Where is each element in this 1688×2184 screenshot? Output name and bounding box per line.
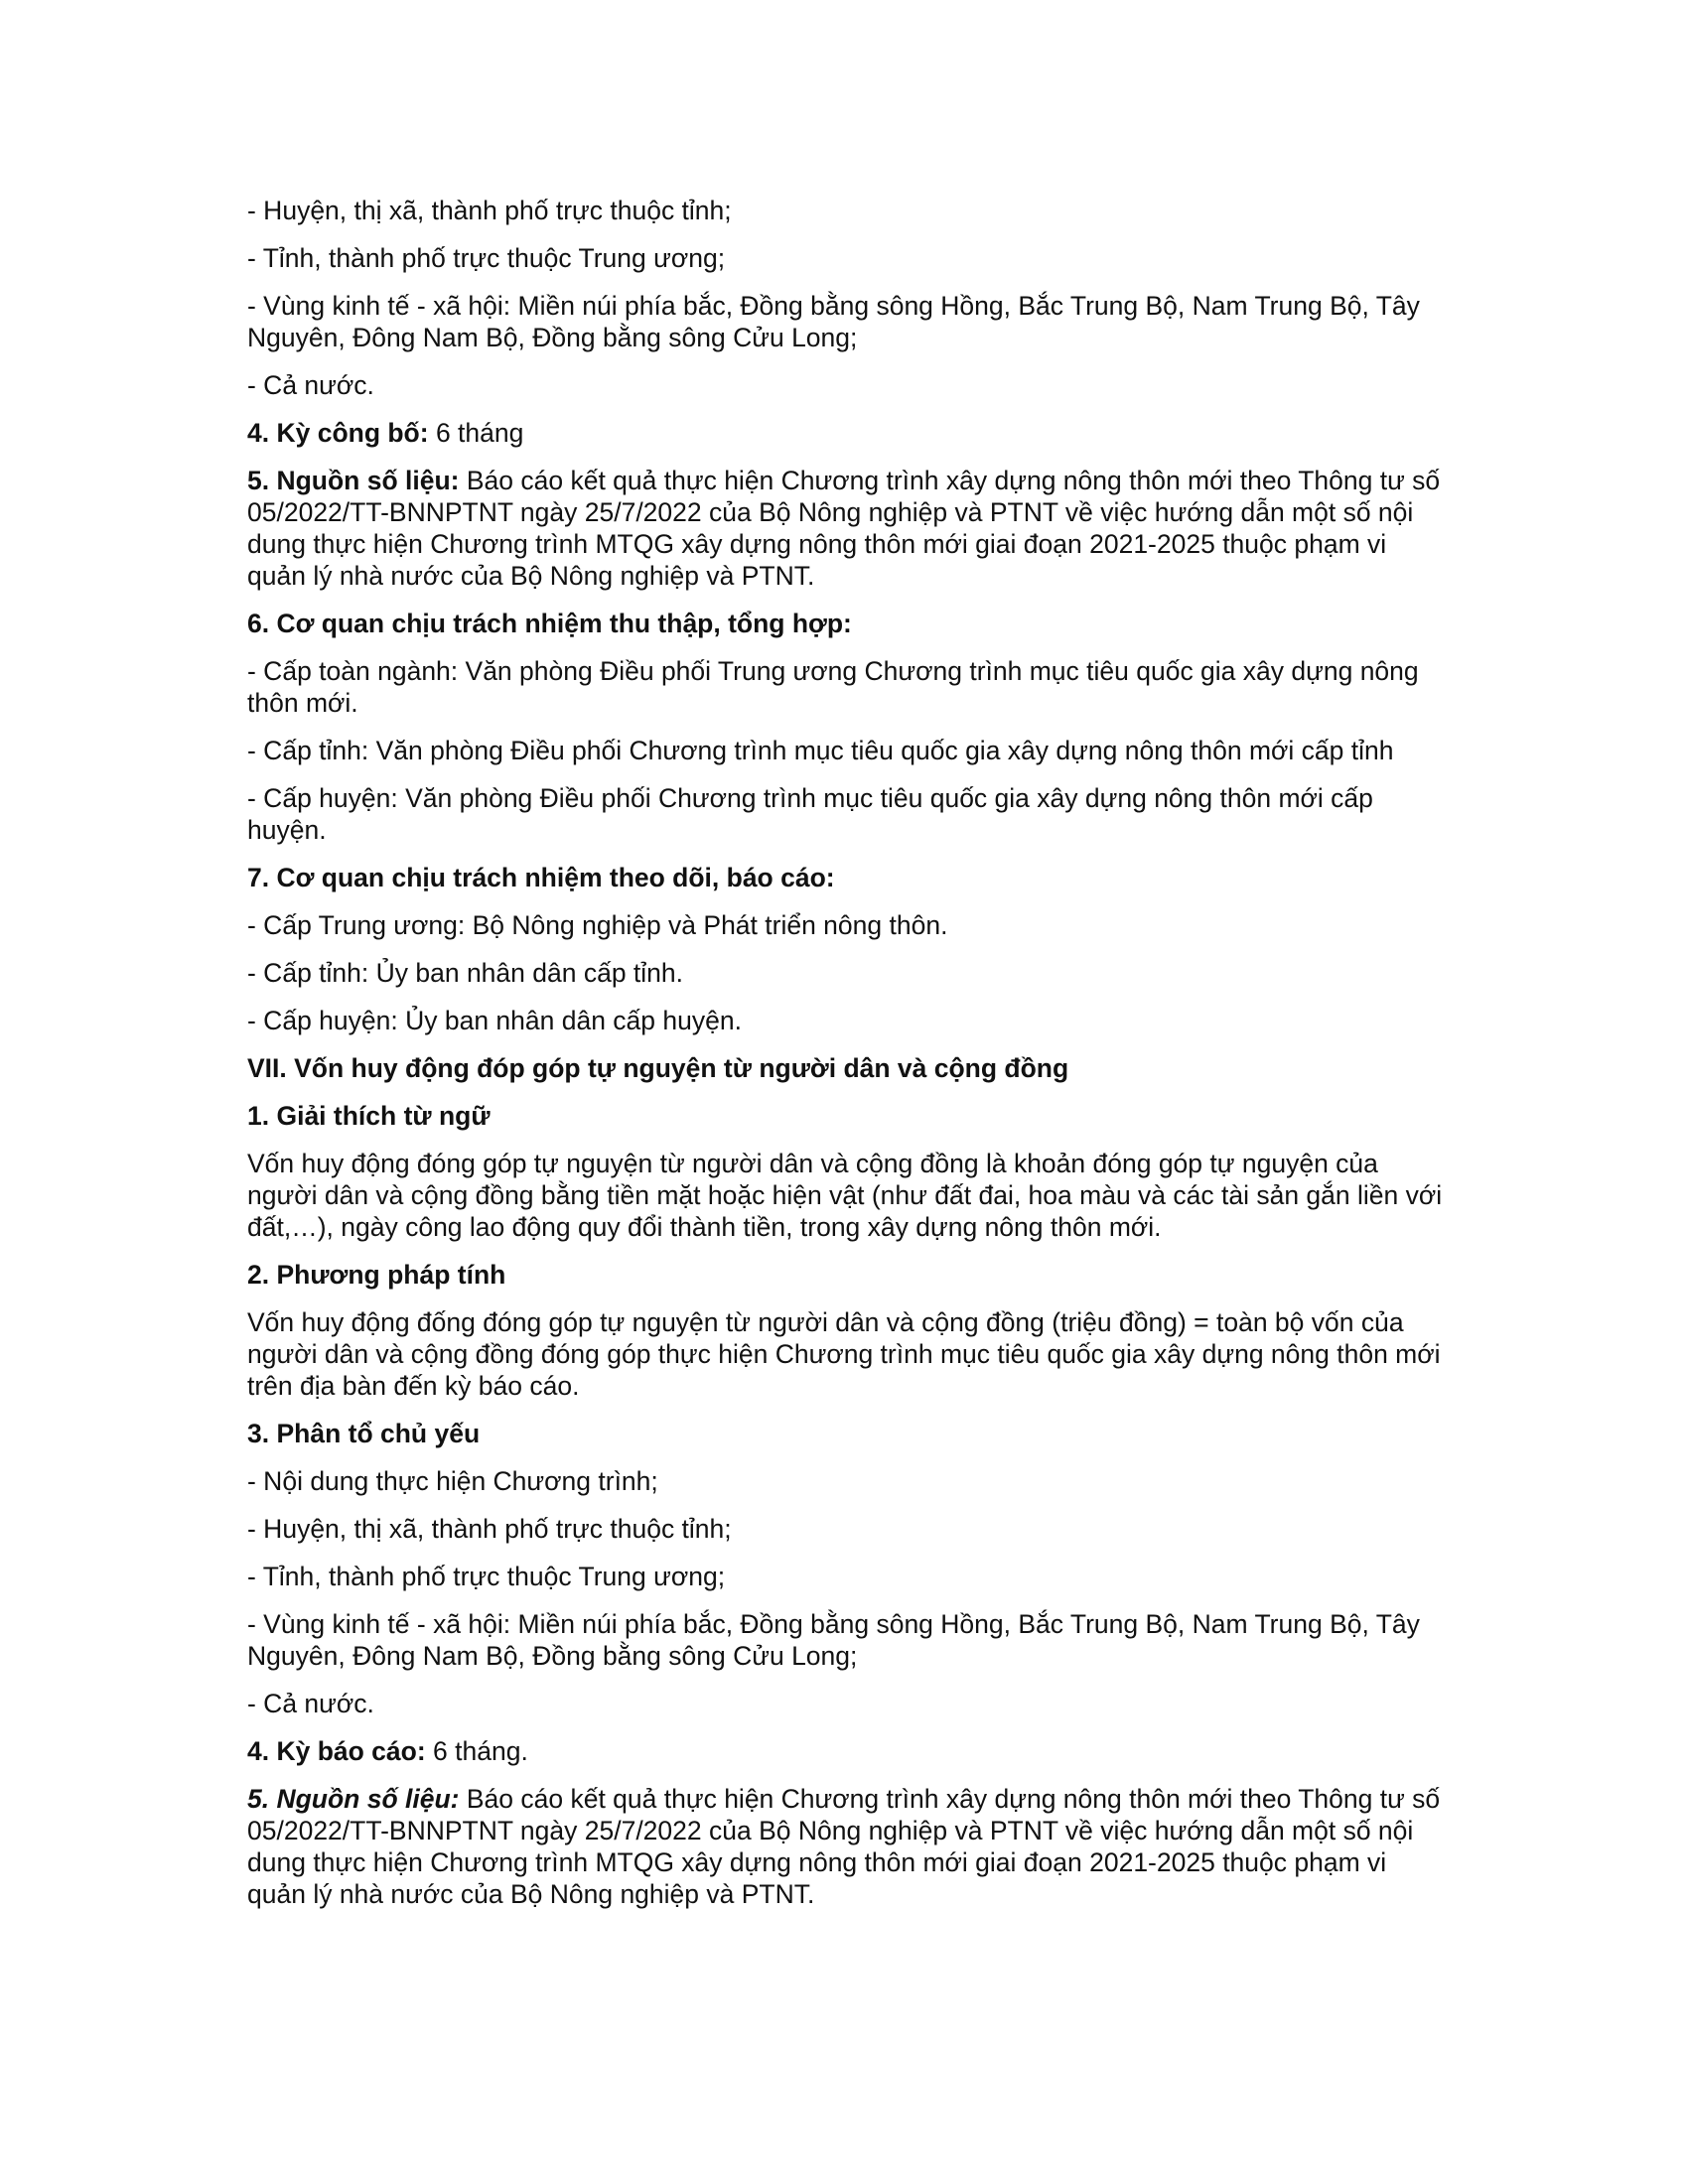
- list-item: - Huyện, thị xã, thành phố trực thuộc tỉnh;: [247, 1514, 732, 1544]
- list-item: - Vùng kinh tế - xã hội: Miền núi phía bắc, Đồng bằng sông Hồng, Bắc Trung Bộ, Nam Trung Bộ, Tây Nguyên, Đông Nam Bộ, Đồng bằng sông Cửu Long;: [247, 291, 1420, 352]
- list-item: - Cấp huyện: Văn phòng Điều phối Chương trình mục tiêu quốc gia xây dựng nông thôn mới cấp huyện.: [247, 783, 1373, 845]
- publication-period-value: 6 tháng: [428, 418, 524, 448]
- list-item: - Tỉnh, thành phố trực thuộc Trung ương;: [247, 243, 726, 273]
- reporting-period: [247, 1735, 1444, 1767]
- monitoring-agency-heading: 7. Cơ quan chịu trách nhiệm theo dõi, báo cáo:: [247, 863, 835, 892]
- data-source: [247, 1783, 1444, 1910]
- list-item: - Huyện, thị xã, thành phố trực thuộc tỉnh;: [247, 196, 732, 225]
- publication-period: [247, 417, 1444, 449]
- data-source-label: 5. Nguồn số liệu:: [247, 1784, 460, 1814]
- list-item: - Cấp toàn ngành: Văn phòng Điều phối Trung ương Chương trình mục tiêu quốc gia xây dựng nông thôn mới.: [247, 656, 1419, 718]
- reporting-period-value: 6 tháng.: [425, 1736, 528, 1766]
- publication-period-label: 4. Kỳ công bố:: [247, 418, 429, 448]
- list-item: - Cấp tỉnh: Văn phòng Điều phối Chương trình mục tiêu quốc gia xây dựng nông thôn mới cấp tỉnh: [247, 736, 1394, 765]
- list-item: - Nội dung thực hiện Chương trình;: [247, 1466, 658, 1496]
- definition-text: Vốn huy động đóng góp tự nguyện từ người dân và cộng đồng là khoản đóng góp tự nguyện của người dân và cộng đồng bằng tiền mặt hoặc hiện vật (như đất đai, hoa màu và các tài sản gắn liền với đất,…), ngày công lao động quy đổi thành tiền, trong xây dựng nông thôn mới.: [247, 1149, 1443, 1242]
- breakdown-heading: 3. Phân tổ chủ yếu: [247, 1419, 481, 1448]
- reporting-period-label: 4. Kỳ báo cáo:: [247, 1736, 426, 1766]
- data-source-value: Báo cáo kết quả thực hiện Chương trình xây dựng nông thôn mới theo Thông tư số 05/2022/TT-BNNPTNT ngày 25/7/2022 của Bộ Nông nghiệp và PTNT về việc hướng dẫn một số nội dung thực hiện Chương trình MTQG xây dựng nông thôn mới giai đoạn 2021-2025 thuộc phạm vi quản lý nhà nước của Bộ Nông nghiệp và PTNT.: [247, 1784, 1441, 1909]
- list-item: - Cả nước.: [247, 1689, 374, 1718]
- section-title: VII. Vốn huy động đóp góp tự nguyện từ người dân và cộng đồng: [247, 1053, 1069, 1083]
- list-item: - Cấp tỉnh: Ủy ban nhân dân cấp tỉnh.: [247, 958, 684, 988]
- data-source-label: 5. Nguồn số liệu:: [247, 466, 460, 495]
- method-text: Vốn huy động đống đóng góp tự nguyện từ người dân và cộng đồng (triệu đồng) = toàn bộ vốn của người dân và cộng đồng đóng góp thực hiện Chương trình mục tiêu quốc gia xây dựng nông thôn mới trên địa bàn đến kỳ báo cáo.: [247, 1307, 1441, 1401]
- collection-agency-heading: 6. Cơ quan chịu trách nhiệm thu thập, tổng hợp:: [247, 609, 852, 638]
- list-item: - Cả nước.: [247, 370, 374, 400]
- document-page: [247, 195, 1444, 1926]
- list-item: - Cấp huyện: Ủy ban nhân dân cấp huyện.: [247, 1006, 742, 1035]
- data-source-value: Báo cáo kết quả thực hiện Chương trình xây dựng nông thôn mới theo Thông tư số 05/2022/TT-BNNPTNT ngày 25/7/2022 của Bộ Nông nghiệp và PTNT về việc hướng dẫn một số nội dung thực hiện Chương trình MTQG xây dựng nông thôn mới giai đoạn 2021-2025 thuộc phạm vi quản lý nhà nước của Bộ Nông nghiệp và PTNT.: [247, 466, 1441, 591]
- data-source: [247, 465, 1444, 592]
- list-item: - Vùng kinh tế - xã hội: Miền núi phía bắc, Đồng bằng sông Hồng, Bắc Trung Bộ, Nam Trung Bộ, Tây Nguyên, Đông Nam Bộ, Đồng bằng sông Cửu Long;: [247, 1609, 1420, 1671]
- list-item: - Cấp Trung ương: Bộ Nông nghiệp và Phát triển nông thôn.: [247, 910, 948, 940]
- method-heading: 2. Phương pháp tính: [247, 1260, 506, 1290]
- list-item: - Tỉnh, thành phố trực thuộc Trung ương;: [247, 1562, 726, 1591]
- definition-heading: 1. Giải thích từ ngữ: [247, 1101, 491, 1131]
